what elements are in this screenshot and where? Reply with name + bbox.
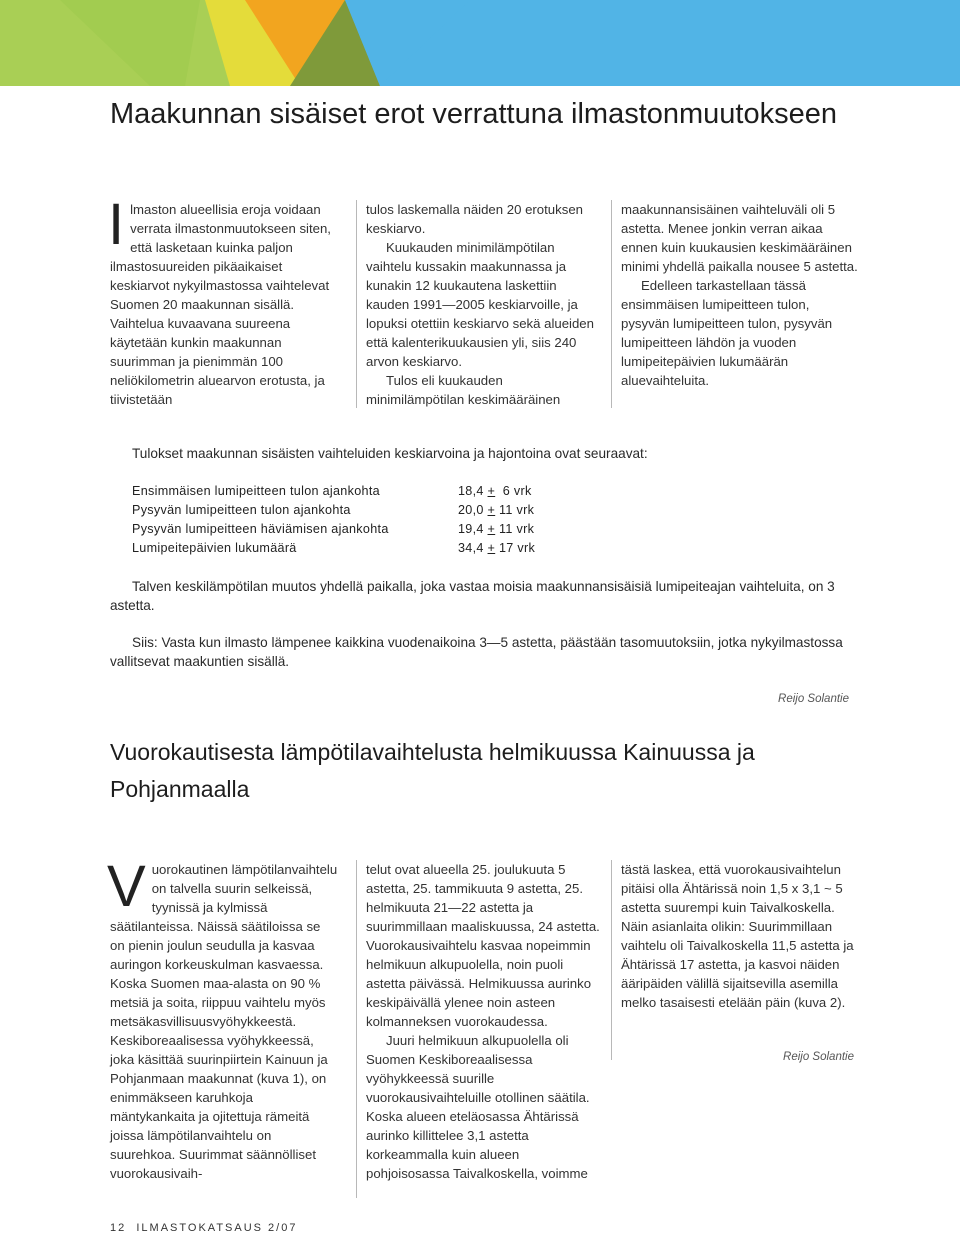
result-label: Lumipeitepäivien lukumäärä: [132, 541, 297, 555]
banner-graphic: [0, 0, 960, 86]
drop-cap: I: [108, 192, 125, 257]
article2-column-2: [356, 860, 602, 1198]
article1-title: Maakunnan sisäiset erot verrattuna ilmastonmuutokseen: [110, 98, 837, 130]
plus-minus-sign: +: [487, 522, 496, 536]
result-deviation: 11 vrk: [499, 503, 535, 517]
result-mean: 34,4: [458, 541, 484, 555]
page-footer: [110, 1222, 297, 1234]
article1-col2-p3: Tulos eli kuukauden minimilämpötilan keskimääräinen: [366, 373, 561, 407]
article1-col2-p1: tulos laskemalla näiden 20 erotuksen keskiarvo.: [366, 202, 583, 236]
article1-column-2: [356, 200, 598, 408]
results-intro: Tulokset maakunnan sisäisten vaihteluiden keskiarvoina ja hajontoina ovat seuraavat:: [132, 446, 648, 461]
plus-minus-sign: +: [487, 541, 496, 555]
table-row: [132, 520, 535, 539]
article1-col3-p2: Edelleen tarkastellaan tässä ensimmäisen lumipeitteen tulon, pysyvän lumipeitteen tulon, pysyvän lumipeitteen lähdön ja vuoden lumipeitepäivien lukumäärän aluevaihteluita.: [621, 278, 833, 388]
header-banner: [0, 0, 960, 86]
article2-col3-p1: tästä laskea, että vuorokausivaihtelun pitäisi olla Ähtärissä noin 1,5 x 3,1 ~ 5 astetta suurempi kuin Taivalkoskella. Näin asianlaita olikin: Suurimmillaan vaihtelu oli Taivalkoskella 11,5 astetta ja Ähtärissä 17 astetta, ja kasvoi näiden ääripäiden välillä sijaitsevilla asemilla melko tasaisesti etelään päin (kuva 2).: [621, 862, 854, 1010]
article2-column-1: [107, 854, 338, 1183]
result-deviation: 11 vrk: [499, 522, 535, 536]
drop-cap: V: [107, 854, 146, 919]
results-table: [132, 482, 535, 558]
article2-col2-p1: telut ovat alueella 25. joulukuuta 5 astetta, 25. tammikuuta 9 astetta, 25. helmikuuta 21—22 astetta ja suurimmillaan maaliskuussa, 24 astetta. Vuorokausivaihtelu kasvaa nopeimmin helmikuun alkupuolella, noin puoli astetta päivässä. Helmikuussa aurinko keskipäivällä ylenee noin asteen kolmanneksen vuorokaudessa.: [366, 862, 600, 1029]
page-number: 12: [110, 1222, 127, 1234]
plus-minus-sign: +: [487, 484, 496, 498]
article2-author: Reijo Solantie: [783, 1051, 854, 1063]
result-mean: 18,4: [458, 484, 484, 498]
plus-minus-sign: +: [487, 503, 496, 517]
article1-paragraph-1: Talven keskilämpötilan muutos yhdellä paikalla, joka vastaa moisia maakunnansisäisiä lumipeiteajan vaihteluita, on 3 astetta.: [110, 579, 835, 613]
article1-column-1: [108, 192, 338, 409]
result-label: Ensimmäisen lumipeitteen tulon ajankohta: [132, 484, 380, 498]
article1-author: Reijo Solantie: [778, 693, 849, 705]
table-row: [132, 501, 535, 520]
article2-column-3: [611, 860, 855, 1060]
article2-col2-p2: Juuri helmikuun alkupuolella oli Suomen Keskiboreaalisessa vyöhykkeessä suurille vuorokausivaihteluille otollinen säätila. Koska alueen eteläosassa Ähtärissä aurinko killittelee 3,1 astetta korkeammalla kuin alueen pohjoisosassa Taivalkoskella, voimme: [366, 1033, 590, 1181]
result-label: Pysyvän lumipeitteen häviämisen ajankohta: [132, 522, 389, 536]
article2-col1-text: uorokautinen lämpötilanvaihtelu on talvella suurin selkeissä, tyynissä ja kylmissä säätilanteissa. Näissä säätiloissa se on pienin joulun seudulla ja kasvaa auringon korkeuskulman kasvaessa. Koska Suomen maa-alasta on 90 % metsiä ja soita, riippuu vaihtelu myös metsäkasvillisuusvyöhykkeestä. Keskiboreaalisessa vyöhykkeessä, joka käsittää suurinpiirtein Kainuun ja Pohjanmaan maakunnat (kuva 1), on enimmäkseen karuhkoja mäntykankaita ja ojitettuja rämeitä joissa lämpötilanvaihtelu on suurehkoa. Suurimmat säännölliset vuorokausivaih-: [110, 862, 338, 1181]
result-deviation: 6 vrk: [499, 484, 532, 498]
result-label: Pysyvän lumipeitteen tulon ajankohta: [132, 503, 351, 517]
article1-paragraph-2: Siis: Vasta kun ilmasto lämpenee kaikkina vuodenaikoina 3—5 astetta, päästään tasomuutoksiin, jotka nykyilmastossa vallitsevat maakuntien sisällä.: [110, 635, 843, 669]
article1-col1-text: lmaston alueellisia eroja voidaan verrata ilmastonmuutokseen siten, että lasketaan kuinka paljon ilmastosuureiden pikäaikaiset keskiarvot nykyilmastossa vaihtelevat Suomen 20 maakunnan sisällä. Vaihtelua kuvaavana suureena käytetään kunkin maakunnan suurimman ja pienimmän 100 neliökilometrin aluearvon erotusta, ja tiivistetään: [110, 202, 331, 407]
result-mean: 20,0: [458, 503, 484, 517]
table-row: [132, 482, 535, 501]
article1-col3-p1: maakunnansisäinen vaihteluväli oli 5 astetta. Menee jonkin verran aikaa ennen kuin kuukausien keskimääräinen minimi yhdellä paikalla nousee 5 astetta.: [621, 202, 858, 274]
article1-column-3: [611, 200, 859, 408]
result-mean: 19,4: [458, 522, 484, 536]
result-deviation: 17 vrk: [499, 541, 536, 555]
table-row: [132, 539, 535, 558]
article1-col2-p2: Kuukauden minimilämpötilan vaihtelu kussakin maakunnassa ja kunakin 12 kuukautena laskettiin kauden 1991—2005 keskiarvoille, ja lopuksi otettiin keskiarvo sekä alueiden että kalenterikuukausien yli, siis 240 arvon keskiarvo.: [366, 240, 594, 369]
article2-title: Vuorokautisesta lämpötilavaihtelusta helmikuussa Kainuussa ja Pohjanmaalla: [110, 739, 755, 802]
publication-name: ILMASTOKATSAUS 2/07: [136, 1222, 298, 1234]
